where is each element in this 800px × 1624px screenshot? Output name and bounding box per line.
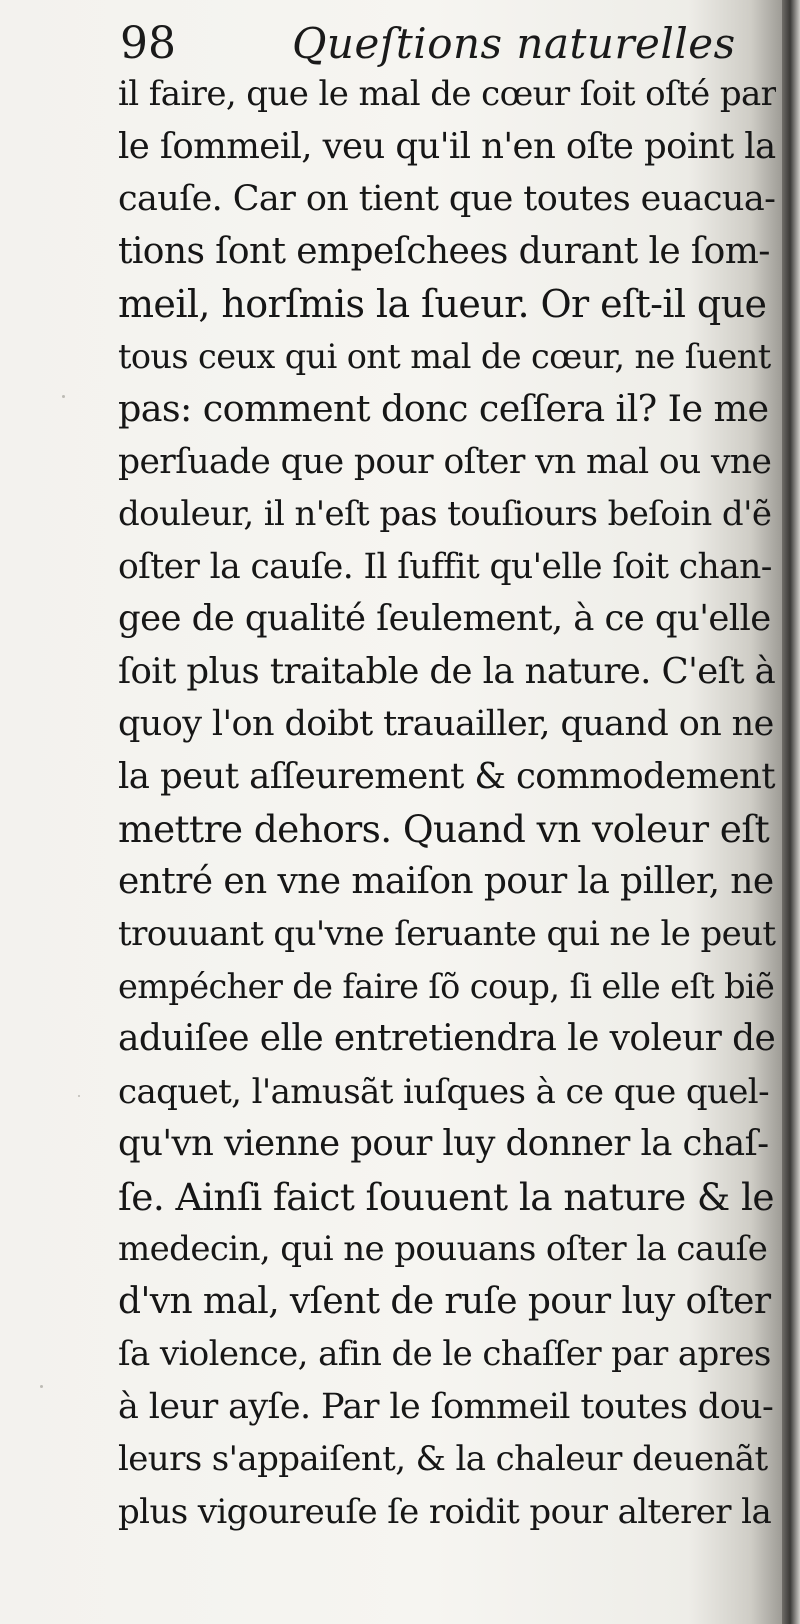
text-line: douleur, il n'eſt pas touſiours beſoin d'ẽ [118,494,772,534]
text-line: caquet, l'amusãt iuſques à ce que quel- [118,1071,769,1112]
text-line: quoy l'on doibt trauailler, quand on ne [118,704,774,744]
text-line: aduiſee elle entretiendra le voleur de [118,1018,776,1059]
text-line: ſoit plus traitable de la nature. C'eſt à [118,650,776,692]
text-line: plus vigoureuſe ſe roidit pour alterer la [118,1491,772,1532]
text-line: trouuant qu'vne ſeruante qui ne le peut [118,914,776,954]
text-line: tous ceux qui ont mal de cœur, ne ſuent [118,336,771,376]
text-line: qu'vn vienne pour luy donner la chaſ- [118,1123,769,1164]
text-line: pas: comment donc ceſſera il? Ie me [118,387,769,430]
running-title: Queſtions naturelles [292,19,736,68]
text-line: empécher de faire ſõ coup, ſi elle eſt biẽ [118,966,775,1006]
text-line: meil, horſmis la ſueur. Or eſt-il que [118,282,767,326]
text-line: cauſe. Car on tient que toutes euacua- [118,179,776,219]
text-line: le ſommeil, veu qu'il n'en oſte point la [118,125,776,167]
text-line: d'vn mal, vſent de ruſe pour luy oſter [118,1280,771,1322]
paper-speck [40,1385,43,1388]
text-line: gee de qualité ſeulement, à ce qu'elle [118,598,771,639]
book-gutter-shadow [782,0,800,1624]
text-line: à leur ayſe. Par le ſommeil toutes dou- [118,1386,774,1427]
text-line: perſuade que pour oſter vn mal ou vne [118,441,772,482]
text-line: la peut aſſeurement & commodement [118,755,775,797]
paper-speck [78,1095,80,1097]
text-line: ſe. Ainſi faict ſouuent la nature & le [118,1174,774,1219]
body-text [118,68,776,1538]
page-number: 98 [120,18,176,69]
text-line: il faire, que le mal de cœur ſoit oſté par [118,74,776,114]
text-line: leurs s'appaiſent, & la chaleur deuenãt [118,1439,768,1479]
text-line: ſa violence, afin de le chaſſer par apres [118,1334,771,1374]
paper-speck [62,395,65,398]
text-line: medecin, qui ne pouuans oſter la cauſe [118,1229,768,1269]
text-line: entré en vne maiſon pour la piller, ne [118,860,774,902]
text-line: oſter la cauſe. Il ſuffit qu'elle ſoit chan- [118,546,772,587]
text-line: tions ſont empeſchees durant le ſom- [118,230,770,272]
text-line: mettre dehors. Quand vn voleur eſt [118,807,770,851]
page-header [120,6,760,76]
